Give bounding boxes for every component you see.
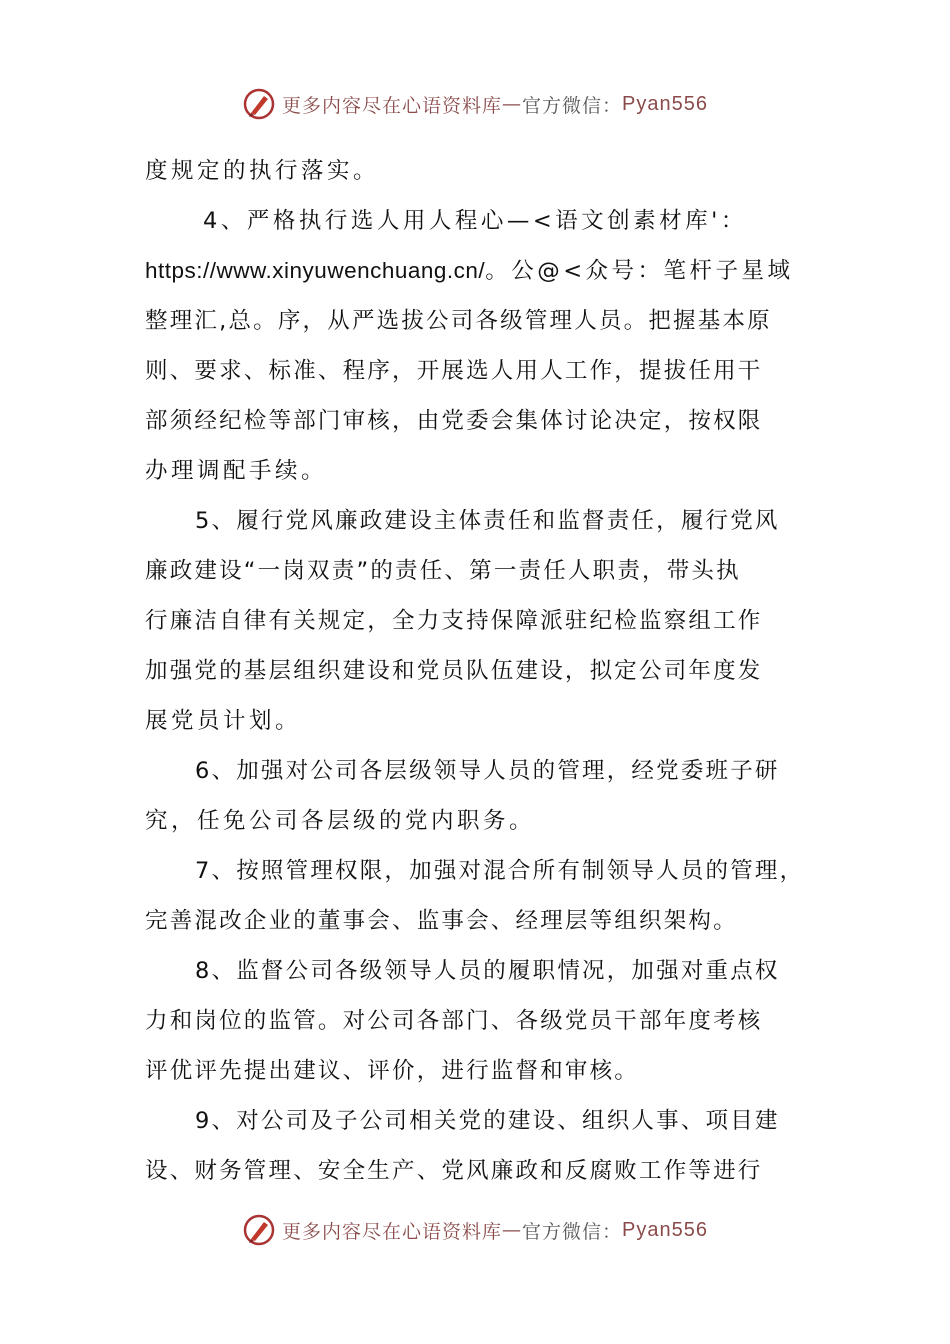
text-line: 整理汇,总。序，从严选拔公司各级管理人员。把握基本原 bbox=[145, 308, 772, 334]
text-line: 5、履行党风廉政建设主体责任和监督责任，履行党风 bbox=[195, 508, 780, 534]
banner-dash: — bbox=[502, 93, 523, 115]
text-line: 度规定的执行落实。 bbox=[145, 158, 380, 184]
text-line: 7、按照管理权限，加强对混合所有制领导人员的管理， bbox=[195, 858, 805, 884]
footer-banner bbox=[0, 1210, 950, 1250]
url-link[interactable]: https://www.xinyuwenchuang.cn/ bbox=[145, 258, 486, 283]
text-line: 究，任免公司各层级的党内职务。 bbox=[145, 808, 536, 834]
banner-slogan: 更多内容尽在心语资料库 bbox=[282, 1220, 503, 1243]
banner-wechat-id: Pyan556 bbox=[622, 92, 708, 115]
text-line: 行廉洁自律有关规定，全力支持保障派驻纪检监察组工作 bbox=[145, 608, 763, 634]
banner-wechat-id: Pyan556 bbox=[622, 1218, 708, 1241]
text-line: 办理调配手续。 bbox=[145, 458, 328, 484]
text-line: 部须经纪检等部门审核，由党委会集体讨论决定，按权限 bbox=[145, 408, 763, 434]
text-line: 则、要求、标准、程序，开展选人用人工作，提拔任用干 bbox=[145, 358, 763, 384]
text-line: 展党员计划。 bbox=[145, 708, 302, 734]
text-line: 评优评先提出建议、评价，进行监督和审核。 bbox=[145, 1058, 640, 1084]
banner-dash: — bbox=[502, 1219, 523, 1241]
text-line: 加强党的基层组织建设和党员队伍建设，拟定公司年度发 bbox=[145, 658, 763, 684]
document-body bbox=[145, 146, 807, 1196]
banner-wechat-label: 官方微信： bbox=[522, 1220, 623, 1243]
banner-slogan: 更多内容尽在心语资料库 bbox=[282, 94, 503, 117]
pen-logo-icon bbox=[242, 1213, 276, 1247]
text-line: 力和岗位的监管。对公司各部门、各级党员干部年度考核 bbox=[145, 1008, 763, 1034]
text-fragment: 。公@<众号：笔杆子星域 bbox=[485, 258, 794, 284]
text-line: 完善混改企业的董事会、监事会、经理层等组织架构。 bbox=[145, 908, 738, 934]
pen-logo-icon bbox=[242, 87, 276, 121]
text-line: 6、加强对公司各层级领导人员的管理，经党委班子研 bbox=[195, 758, 780, 784]
text-line: 4、严格执行选人用人程心—<语文创素材库'： bbox=[203, 208, 747, 234]
header-banner bbox=[0, 84, 950, 124]
text-line: 设、财务管理、安全生产、党风廉政和反腐败工作等进行 bbox=[145, 1158, 763, 1184]
banner-wechat-label: 官方微信： bbox=[522, 94, 623, 117]
text-line bbox=[145, 246, 807, 296]
text-line: 廉政建设“一岗双责”的责任、第一责任人职责，带头执 bbox=[145, 558, 741, 584]
text-line: 9、对公司及子公司相关党的建设、组织人事、项目建 bbox=[195, 1108, 780, 1134]
text-line: 8、监督公司各级领导人员的履职情况，加强对重点权 bbox=[195, 958, 780, 984]
